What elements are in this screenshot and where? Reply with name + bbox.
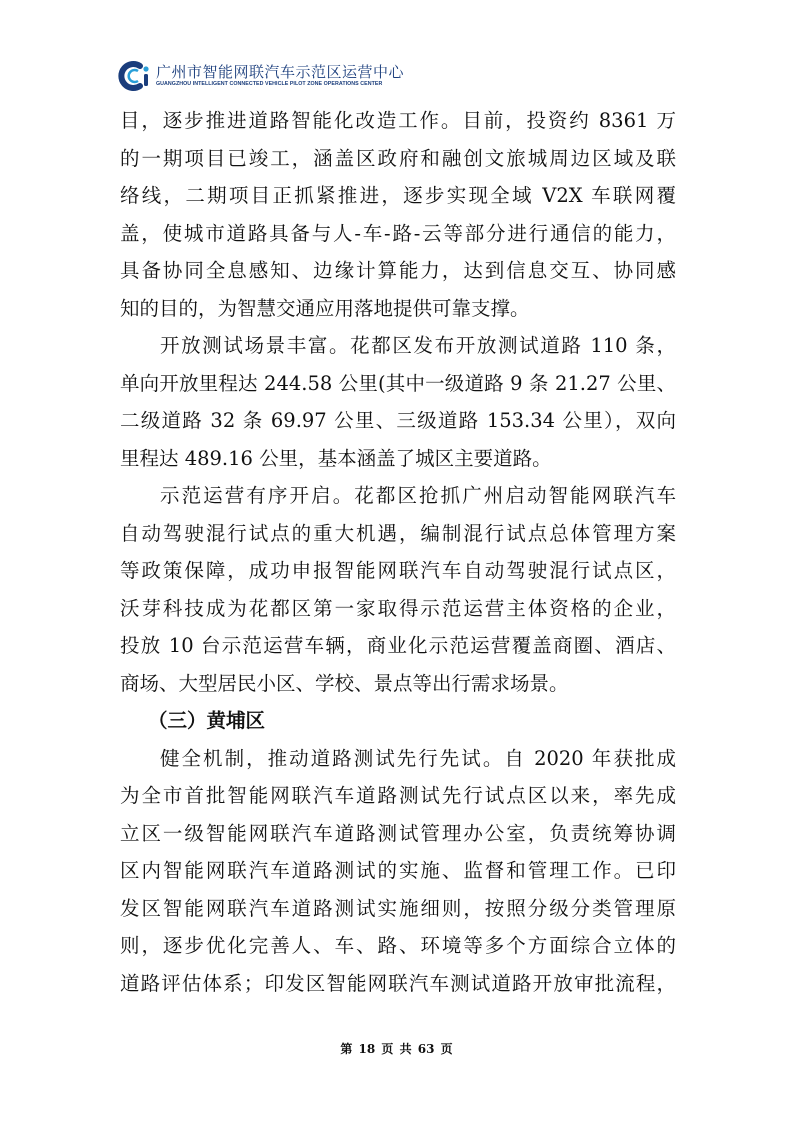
page-number: 第 18 页 共 63 页	[340, 1042, 453, 1056]
paragraph-3	[120, 477, 676, 702]
text-line: 道路评估体系；印发区智能网联汽车测试道路开放审批流程，	[120, 971, 676, 995]
page-header	[118, 58, 404, 94]
text-line: 的一期项目已竣工，涵盖区政府和融创文旅城周边区域及联	[120, 146, 676, 170]
paragraph-4	[120, 740, 676, 1003]
text-line: 目，逐步推进道路智能化改造工作。目前，投资约 8361 万	[120, 109, 676, 132]
text-line: 络线，二期项目正抓紧推进，逐步实现全域 V2X 车联网覆	[120, 184, 676, 207]
text-line: 开放测试场景丰富。花都区发布开放测试道路 110 条，	[160, 334, 676, 357]
text-line: 盖，使城市道路具备与人-车-路-云等部分进行通信的能力，	[120, 221, 676, 245]
text-line: 发区智能网联汽车道路测试实施细则，按照分级分类管理原	[120, 896, 676, 920]
text-line: 立区一级智能网联汽车道路测试管理办公室，负责统筹协调	[120, 821, 676, 845]
text-line: 为全市首批智能网联汽车道路测试先行试点区以来，率先成	[120, 784, 676, 807]
text-line: 知的目的，为智慧交通应用落地提供可靠支撑。	[120, 296, 530, 320]
document-body	[120, 102, 676, 1002]
text-line: 沃芽科技成为花都区第一家取得示范运营主体资格的企业，	[120, 596, 676, 620]
text-line: 单向开放里程达 244.58 公里(其中一级道路 9 条 21.27 公里、	[120, 371, 676, 395]
org-name-cn: 广州市智能网联汽车示范区运营中心	[156, 63, 405, 81]
text-line: 区内智能网联汽车道路测试的实施、监督和管理工作。已印	[120, 859, 676, 882]
text-line: 商场、大型居民小区、学校、景点等出行需求场景。	[120, 671, 569, 695]
text-line: 具备协同全息感知、边缘计算能力，达到信息交互、协同感	[120, 259, 676, 282]
section-heading: （三）黄埔区	[148, 709, 266, 732]
paragraph-2	[120, 327, 676, 477]
text-line: 自动驾驶混行试点的重大机遇，编制混行试点总体管理方案	[120, 521, 676, 545]
text-line: 等政策保障，成功申报智能网联汽车自动驾驶混行试点区，	[120, 559, 676, 582]
text-line: 示范运营有序开启。花都区抢抓广州启动智能网联汽车	[160, 484, 676, 507]
text-line: 二级道路 32 条 69.97 公里、三级道路 153.34 公里），双向	[120, 409, 676, 432]
paragraph-1	[120, 102, 676, 327]
org-name-en: GUANGZHOU INTELLIGENT CONNECTED VEHICLE PILOT ZONE OPERATIONS CENTER	[156, 81, 383, 87]
text-line: 里程达 489.16 公里，基本涵盖了城区主要道路。	[120, 446, 552, 470]
gicv-logo-icon	[118, 60, 152, 92]
text-line: 健全机制，推动道路测试先行先试。自 2020 年获批成	[160, 746, 676, 770]
text-line: 则，逐步优化完善人、车、路、环境等多个方面综合立体的	[120, 934, 676, 957]
org-name	[156, 64, 404, 88]
text-line: 投放 10 台示范运营车辆，商业化示范运营覆盖商圈、酒店、	[120, 634, 676, 657]
